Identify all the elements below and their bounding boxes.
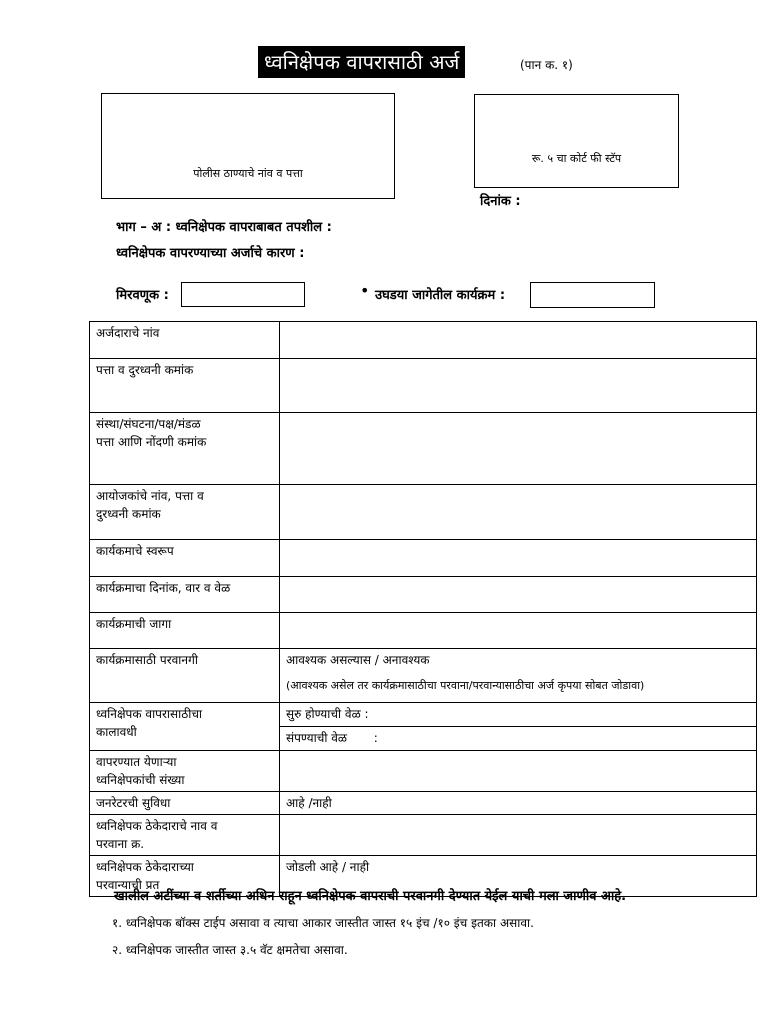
organizer-label-line1: आयोजकांचे नांव, पत्ता व [96,489,204,503]
address-phone-label: पत्ता व दुरध्वनी कमांक [90,359,280,413]
organizer-label-line2: दुरध्वनी कमांक [96,507,161,521]
court-fee-stamp-label: रू. ५ चा कोर्ट फी स्टॅप [531,152,622,165]
address-phone-field[interactable] [280,359,757,413]
organizer-field[interactable] [280,485,757,540]
open-place-checkbox[interactable] [530,282,655,308]
speaker-count-label-line2: ध्वनिक्षेपकांची संख्या [96,773,185,787]
procession-label: मिरवणूक : [116,288,169,303]
license-copy-field[interactable]: जोडली आहे / नाही [280,856,757,897]
contractor-field[interactable] [280,815,757,856]
application-table [89,321,757,897]
speaker-count-field[interactable] [280,751,757,792]
duration-label-line2: कालावधी [96,725,137,739]
reason-label: ध्वनिक्षेपक वापरण्याच्या अर्जाचे कारण : [116,246,305,261]
organization-label-line2: पत्ता आणि नोंदणी कमांक [96,435,207,449]
police-station-label: पोलीस ठाण्याचे नांव व पत्ता [193,167,303,180]
court-fee-stamp-box [474,94,679,188]
procession-checkbox[interactable] [181,282,305,307]
conditions-heading: खालील अटींच्या व शर्तीच्या अधिन राहून ध्वनिक्षेपक वापराची परवानगी देण्यात येईल याची मला जाणीव आहे. [114,889,627,904]
end-time-field[interactable]: संपण्याची वेळ : [280,727,757,751]
applicant-name-field[interactable] [280,322,757,359]
contractor-label-line2: परवाना क्र. [96,837,145,851]
table-row [90,485,757,540]
section-a-heading: भाग – अ : ध्वनिक्षेपक वापराबाबत तपशील : [116,220,332,235]
program-nature-field[interactable] [280,540,757,577]
organization-field[interactable] [280,413,757,485]
applicant-name-label: अर्जदाराचे नांव [90,322,280,359]
open-place-label: उघडया जागेतील कार्यक्रम : [375,288,506,303]
program-place-field[interactable] [280,613,757,649]
table-row [90,792,757,815]
form-title: ध्वनिक्षेपक वापरासाठी अर्ज [258,46,465,78]
license-copy-label-line2: परवान्याची प्रत [96,878,160,892]
condition-item-2: २. ध्वनिक्षेपक जास्तीत जास्त ३.५ वॅट क्षमतेचा असावा. [112,943,348,957]
bullet-icon: • [360,281,370,300]
table-row [90,751,757,792]
table-row [90,703,757,727]
license-copy-label-line1: ध्वनिक्षेपक ठेकेदाराच्या [96,860,194,874]
speaker-count-label-line1: वापरण्यात येणाऱ्या [96,755,177,769]
police-station-box[interactable] [101,93,395,199]
speaker-count-label [90,751,280,792]
table-row [90,540,757,577]
table-row [90,322,757,359]
generator-field[interactable]: आहे /नाही [280,792,757,815]
program-datetime-field[interactable] [280,577,757,613]
generator-label: जनरेटरची सुविधा [90,792,280,815]
table-row [90,359,757,413]
table-row [90,577,757,613]
date-label: दिनांक : [480,194,521,209]
duration-label [90,703,280,751]
program-nature-label: कार्यकमाचे स्वरूप [90,540,280,577]
table-row [90,815,757,856]
page-number: (पान क. १) [520,58,573,72]
table-row [90,413,757,485]
organization-label [90,413,280,485]
contractor-label-line1: ध्वनिक्षेपक ठेकेदाराचे नाव व [96,819,218,833]
duration-label-line1: ध्वनिक्षेपक वापरासाठीचा [96,707,203,721]
permission-note: (आवश्यक असेल तर कार्यक्रमासाठीचा परवाना/परवान्यासाठीचा अर्ज कृपया सोबत जोडावा) [286,679,645,692]
start-time-field[interactable]: सुरु होण्याची वेळ : [280,703,757,727]
table-row [90,613,757,649]
organizer-label [90,485,280,540]
permission-field[interactable] [280,649,757,703]
permission-label: कार्यक्रमासाठी परवानगी [90,649,280,703]
condition-item-1: १. ध्वनिक्षेपक बॉक्स टाईप असावा व त्याचा आकार जास्तीत जास्त १५ इंच /१० इंच इतका असावा. [112,916,534,930]
contractor-label [90,815,280,856]
organization-label-line1: संस्था/संघटना/पक्ष/मंडळ [96,417,201,431]
table-row [90,649,757,703]
permission-value: आवश्यक असल्यास / अनावश्यक [286,653,430,667]
program-datetime-label: कार्यक्रमाचा दिनांक, वार व वेळ [90,577,280,613]
program-place-label: कार्यक्रमाची जागा [90,613,280,649]
